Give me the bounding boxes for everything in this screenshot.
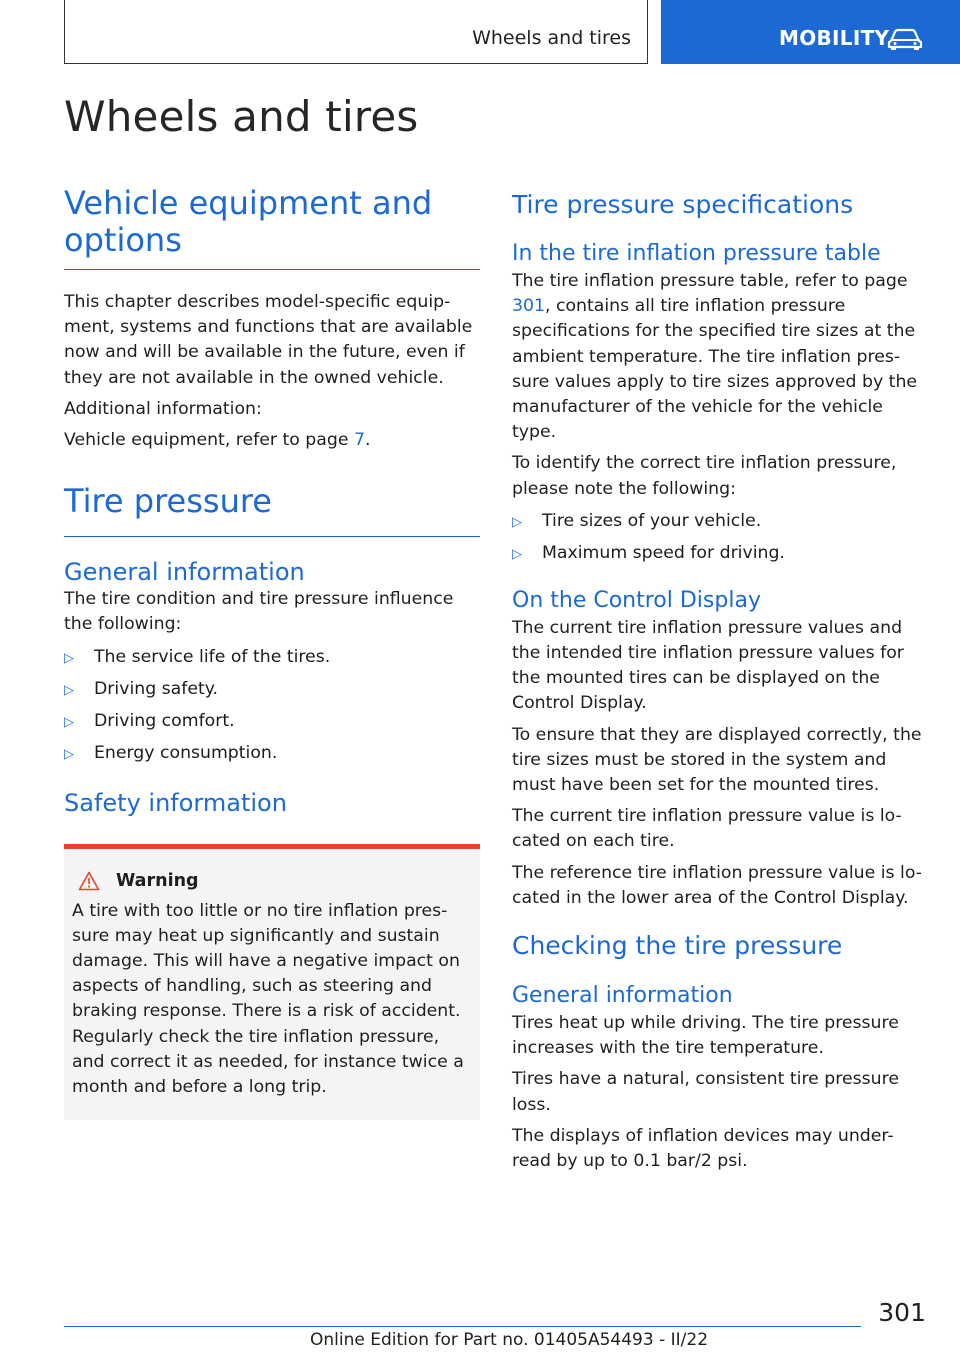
triangle-bullet-icon: ▷: [512, 514, 522, 530]
header-section-title: Wheels and tires: [472, 27, 631, 49]
triangle-bullet-icon: ▷: [64, 746, 74, 762]
control-display-paragraph-4: The reference tire inflation pressure value is lo- cated in the lower area of the Control Display.: [512, 862, 922, 908]
warning-triangle-icon: [78, 871, 100, 891]
table-ref-end: , contains all tire inflation pressure specifications for the specified tire sizes at the ambient temperature. The tire inflation pres- sure values apply to tire sizes approved by the manufacturer of the vehicle for the vehicle type.: [512, 296, 918, 443]
list-item: [512, 509, 932, 534]
list-item: [64, 677, 480, 702]
triangle-bullet-icon: ▷: [64, 714, 74, 730]
tire-pressure-specifications-heading: Tire pressure specifications: [512, 190, 854, 219]
checking-general-heading: General information: [512, 983, 733, 1009]
header-tab-label: MOBILITY: [779, 26, 890, 50]
vehicle-equipment-paragraph: This chapter describes model-specific equip- ment, systems and functions that are available now and will be available in the future, even if they are not available in the owned vehicle.: [64, 292, 473, 388]
header-mobility-tab[interactable]: [661, 0, 960, 64]
ref-end: .: [364, 430, 371, 451]
list-item-text: Driving safety.: [94, 678, 218, 699]
header-section-box: [64, 0, 648, 64]
list-item-text: Energy consumption.: [94, 742, 278, 763]
inflation-table-paragraph: [512, 269, 932, 445]
tire-pressure-heading: Tire pressure: [64, 483, 480, 537]
checking-paragraph-1: Tires heat up while driving. The tire pressure increases with the tire temperature.: [512, 1013, 899, 1059]
general-information-paragraph: The tire condition and tire pressure influence the following:: [64, 589, 454, 635]
checking-paragraph-2: Tires have a natural, consistent tire pressure loss.: [512, 1069, 899, 1115]
list-item-text: The service life of the tires.: [94, 646, 331, 667]
ref-text: Vehicle equipment, refer to page: [64, 430, 354, 451]
page-title: Wheels and tires: [64, 92, 419, 141]
identify-pressure-list: [512, 509, 932, 566]
warning-text: A tire with too little or no tire inflation pres- sure may heat up significantly and sustain damage. This will have a negative impact on aspects of handling, such as steering and braking response. There is a risk of accident. Regularly check the tire inflation pressure, and correct it as needed, for instance twice a month and before a long trip.: [72, 900, 464, 1098]
triangle-bullet-icon: ▷: [64, 650, 74, 666]
control-display-paragraph-2: To ensure that they are displayed correctly, the tire sizes must be stored in the system and must have been set for the mounted tires.: [512, 724, 922, 796]
list-item-text: Driving comfort.: [94, 710, 235, 731]
general-information-list: [64, 645, 480, 766]
warning-title: Warning: [116, 870, 199, 891]
page-number: 301: [878, 1298, 926, 1327]
right-column: [512, 185, 932, 1174]
control-display-paragraph-1: The current tire inflation pressure values and the intended tire inflation pressure values for the mounted tires can be displayed on the Control Display.: [512, 617, 904, 714]
checking-paragraph-3: The displays of inflation devices may under- read by up to 0.1 bar/2 psi.: [512, 1125, 894, 1172]
general-information-heading: General information: [64, 558, 305, 587]
warning-box: [64, 844, 480, 1121]
warning-header: [72, 871, 466, 891]
table-ref-text: The tire inflation pressure table, refer to page: [512, 271, 908, 291]
identify-pressure-paragraph: To identify the correct tire inflation pressure, please note the following:: [512, 453, 897, 499]
page-link-7[interactable]: 7: [353, 430, 365, 451]
list-item: [64, 645, 480, 670]
control-display-paragraph-3: The current tire inflation pressure value is lo- cated on each tire.: [512, 806, 902, 852]
list-item-text: Tire sizes of your vehicle.: [542, 510, 762, 531]
inflation-table-heading: In the tire inflation pressure table: [512, 241, 881, 266]
additional-info-label: Additional information:: [64, 398, 262, 419]
checking-tire-pressure-heading: Checking the tire pressure: [512, 931, 843, 961]
footer-edition-text: Online Edition for Part no. 01405A54493 - II/22: [310, 1330, 709, 1350]
left-column: [64, 185, 480, 1120]
triangle-bullet-icon: ▷: [512, 546, 522, 562]
page-link-301[interactable]: 301: [512, 296, 545, 317]
list-item: [64, 709, 480, 734]
car-icon: [887, 27, 923, 51]
safety-information-heading: Safety information: [64, 788, 287, 817]
control-display-heading: On the Control Display: [512, 587, 761, 613]
triangle-bullet-icon: ▷: [64, 682, 74, 698]
footer-divider: [64, 1326, 861, 1327]
list-item: [512, 541, 932, 566]
vehicle-equipment-ref: [64, 428, 480, 453]
vehicle-equipment-heading: Vehicle equipment and options: [64, 185, 480, 270]
list-item-text: Maximum speed for driving.: [542, 542, 785, 563]
list-item: [64, 741, 480, 766]
